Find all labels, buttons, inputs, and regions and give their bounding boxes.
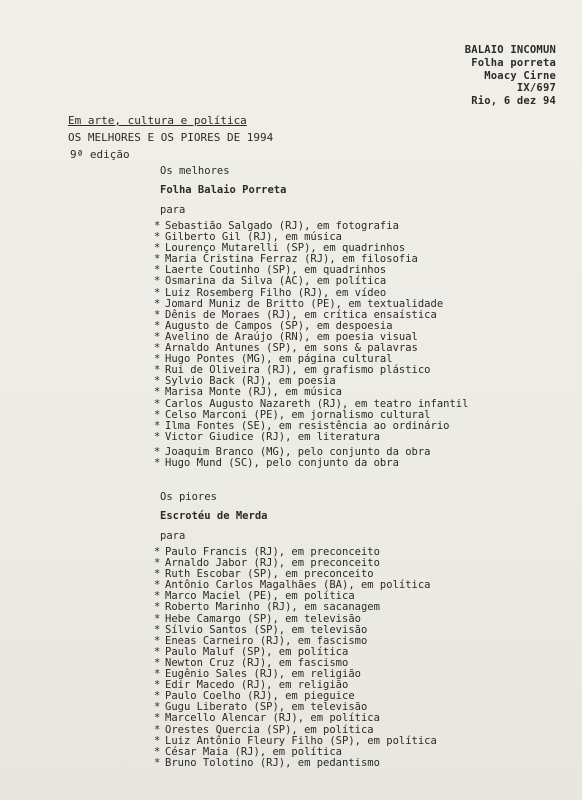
melhores-list: [154, 221, 468, 443]
list-item: * Rui de Oliveira (RJ), em grafismo plástico: [154, 364, 431, 377]
list-item: * Sílvio Santos (SP), em televisão: [154, 623, 368, 636]
list-item: * Eneas Carneiro (RJ), em fascismo: [154, 634, 368, 647]
intro-title: OS MELHORES E OS PIORES DE 1994: [68, 131, 274, 144]
header-line: Folha porreta: [471, 56, 556, 69]
list-item: * Eugênio Sales (RJ), em religião: [154, 668, 361, 681]
list-item: * Lourenço Mutarelli (SP), em quadrinhos: [154, 242, 406, 255]
intro-block: [68, 112, 273, 163]
section-para: para: [160, 204, 186, 216]
list-item: * Sylvio Back (RJ), em poesia: [154, 375, 336, 388]
list-item: * Jomard Muniz de Britto (PE), em textualidade: [154, 297, 444, 310]
section-piores: [154, 490, 437, 769]
list-item: * Celso Marconi (PE), em jornalismo cultural: [154, 408, 431, 421]
list-item: * Hugo Pontes (MG), em página cultural: [154, 353, 393, 366]
section-melhores: [154, 164, 469, 469]
list-item: * Osmarina da Silva (AC), em política: [154, 275, 387, 288]
section-subtitle: Escrotéu de Merda: [160, 510, 268, 522]
list-item: * Dênis de Moraes (RJ), em crítica ensaística: [154, 308, 437, 321]
section-title: Os melhores: [160, 165, 230, 177]
list-item: * Maria Cristina Ferraz (RJ), em filosofia: [154, 253, 418, 266]
list-item: * Avelino de Araújo (RN), em poesia visual: [154, 330, 418, 343]
list-item: * Joaquim Branco (MG), pelo conjunto da obra: [154, 445, 431, 458]
header-block: [465, 44, 556, 108]
list-item: * Marisa Monte (RJ), em música: [154, 386, 343, 399]
list-item: * Marcello Alencar (RJ), em política: [154, 712, 380, 725]
list-item: * Victor Giudice (RJ), em literatura: [154, 430, 380, 443]
list-item: * Edir Macedo (RJ), em religião: [154, 679, 349, 692]
list-item: * Paulo Francis (RJ), em preconceito: [154, 546, 380, 558]
intro-edition: 9ª edição: [70, 148, 130, 161]
section-para: para: [160, 530, 186, 542]
header-line: IX/697: [516, 82, 556, 95]
list-item: * Ruth Escobar (SP), em preconceito: [154, 568, 374, 581]
list-item: * Ilma Fontes (SE), em resistência ao ordinário: [154, 419, 450, 432]
header-line: BALAIO INCOMUN: [464, 44, 556, 56]
piores-list: [154, 547, 437, 769]
melhores-extra-list: [154, 447, 468, 469]
list-item: * Arnaldo Antunes (SP), em sons & palavras: [154, 342, 418, 355]
list-item: * Gilberto Gil (RJ), em música: [154, 231, 343, 244]
list-item: * Antônio Carlos Magalhães (BA), em política: [154, 579, 431, 592]
list-item: * Hugo Mund (SC), pelo conjunto da obra: [154, 456, 399, 469]
list-item: * Marco Maciel (PE), em política: [154, 590, 355, 603]
list-item: * Augusto de Campos (SP), em despoesia: [154, 319, 393, 332]
list-item: * Sebastião Salgado (RJ), em fotografia: [154, 220, 399, 232]
list-item: * Laerte Coutinho (SP), em quadrinhos: [154, 264, 387, 277]
intro-subject: Em arte, cultura e política: [68, 114, 247, 127]
list-item: * Bruno Tolotino (RJ), em pedantismo: [154, 756, 380, 769]
list-item: * Luiz Antônio Fleury Filho (SP), em política: [154, 734, 437, 747]
section-title: Os piores: [160, 491, 217, 503]
list-item: * Roberto Marinho (RJ), em sacanagem: [154, 601, 380, 614]
list-item: * Gugu Liberato (SP), em televisão: [154, 701, 368, 714]
list-item: * Hebe Camargo (SP), em televisão: [154, 612, 361, 625]
header-line: Rio, 6 dez 94: [471, 95, 556, 108]
list-item: * César Maia (RJ), em política: [154, 745, 343, 758]
list-item: * Luiz Rosemberg Filho (RJ), em vídeo: [154, 286, 387, 299]
list-item: * Carlos Augusto Nazareth (RJ), em teatro infantil: [154, 397, 469, 410]
list-item: * Orestes Quercia (SP), em política: [154, 723, 374, 736]
list-item: * Newton Cruz (RJ), em fascismo: [154, 656, 349, 669]
header-line: Moacy Cirne: [484, 69, 556, 82]
list-item: * Paulo Maluf (SP), em política: [154, 645, 349, 658]
list-item: * Paulo Coelho (RJ), em pieguice: [154, 690, 355, 703]
list-item: * Arnaldo Jabor (RJ), em preconceito: [154, 557, 380, 570]
section-subtitle: Folha Balaio Porreta: [160, 184, 287, 196]
